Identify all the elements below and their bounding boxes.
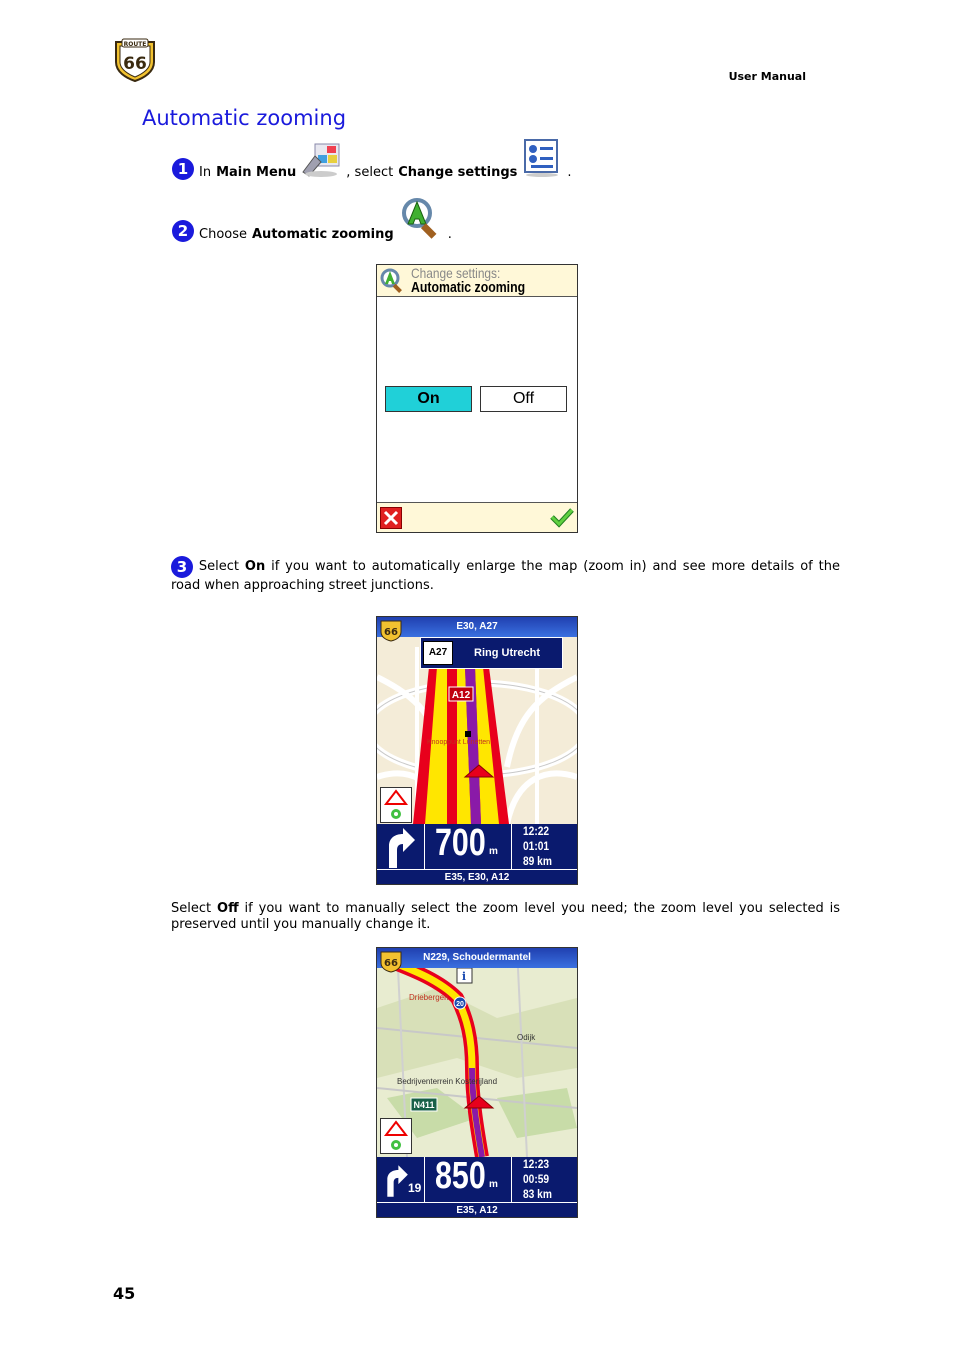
nav-panel — [377, 1157, 577, 1217]
turn-right-arrow-icon — [381, 828, 419, 868]
off-button[interactable]: Off — [480, 386, 567, 412]
remaining-time: 01:01 — [523, 839, 550, 853]
checkmark-icon — [550, 506, 574, 528]
step-2-choose: Choose — [199, 227, 247, 242]
route66-map-icon[interactable] — [379, 618, 403, 642]
step-2 — [172, 200, 452, 244]
step-1-period: . — [567, 165, 572, 180]
svg-text:66: 66 — [123, 54, 147, 74]
on-button[interactable]: On — [385, 386, 472, 412]
step-1-select: , select — [346, 165, 394, 180]
user-manual-label: User Manual — [728, 70, 806, 83]
road-shield-n411: N411 — [413, 1100, 435, 1110]
section-title: Automatic zooming — [142, 106, 347, 130]
road-header: E30, A27 — [377, 617, 577, 637]
turn-number: 19 — [408, 1181, 422, 1195]
route-banner — [420, 637, 563, 669]
route-name: Ring Utrecht — [474, 647, 540, 659]
settings-title-bar — [377, 265, 577, 297]
step-2-number: 2 — [172, 220, 194, 242]
trip-info — [523, 824, 552, 869]
off-select: Select — [171, 901, 212, 916]
navigation-zoom-off-screenshot — [376, 947, 578, 1218]
step-3-rest: if you want to automatically enlarge the map (zoom in) and see more details of the road when approaching street junctions. — [171, 559, 840, 593]
main-menu-icon — [301, 142, 341, 182]
distance-box — [424, 1157, 512, 1202]
road-shield-a12: A12 — [451, 690, 471, 701]
warning-panel[interactable] — [380, 1118, 412, 1154]
confirm-button[interactable] — [550, 506, 574, 528]
distance-box — [424, 824, 512, 869]
cancel-button[interactable] — [380, 507, 402, 529]
step-3-number: 3 — [171, 556, 193, 578]
remaining-distance: 83 km — [523, 1187, 552, 1201]
off-paragraph — [171, 901, 840, 933]
step-3-on: On — [244, 559, 266, 574]
route66-logo — [112, 36, 158, 82]
change-settings-label: Change settings — [398, 165, 518, 180]
auto-zoom-icon — [379, 268, 405, 294]
auto-zoom-icon — [399, 196, 443, 244]
map-place-label-2: Odijk — [517, 1033, 536, 1042]
navigation-zoom-on-screenshot — [376, 616, 578, 885]
nav-panel — [377, 824, 577, 884]
change-settings-icon — [522, 138, 562, 182]
warning-icon — [381, 788, 411, 822]
exit-number: 20 — [456, 1001, 464, 1008]
route-badge: A27 — [423, 641, 453, 665]
step-1-in: In — [199, 165, 212, 180]
off-word: Off — [217, 901, 239, 916]
trip-info — [523, 1157, 552, 1202]
svg-text:66: 66 — [384, 958, 398, 969]
remaining-distance: 89 km — [523, 854, 552, 868]
step-2-period: . — [447, 227, 452, 242]
step-3-select: Select — [198, 559, 239, 574]
off-rest: if you want to manually select the zoom level you need; the zoom level you selected is preserved until you manually change it. — [171, 901, 840, 932]
footer-road: E35, E30, A12 — [377, 869, 577, 885]
footer-road: E35, A12 — [377, 1202, 577, 1218]
distance-unit: m — [489, 1179, 498, 1190]
map-place-label-1: Driebergen — [409, 993, 449, 1002]
step-3-paragraph — [171, 556, 840, 594]
distance-value: 850 — [435, 1155, 486, 1197]
road-header: N229, Schoudermantel — [377, 948, 577, 968]
map-place-label: Knooppunt Lunetten — [427, 739, 491, 746]
svg-text:66: 66 — [384, 627, 398, 638]
distance-unit: m — [489, 846, 498, 857]
warning-icon — [381, 1119, 411, 1153]
close-icon — [381, 508, 401, 528]
settings-screenshot — [376, 264, 578, 533]
route66-map-icon[interactable] — [379, 949, 403, 973]
svg-text:ROUTE: ROUTE — [123, 41, 147, 48]
step-1 — [172, 138, 572, 182]
settings-title-line1: Change settings: — [411, 265, 501, 281]
step-1-number: 1 — [172, 158, 194, 180]
settings-bottom-bar — [377, 502, 577, 532]
auto-zoom-label: Automatic zooming — [252, 227, 394, 242]
settings-title-line2: Automatic zooming — [411, 279, 526, 296]
arrival-time: 12:23 — [523, 1157, 550, 1171]
distance-value: 700 — [435, 822, 486, 864]
page-number: 45 — [113, 1284, 136, 1303]
main-menu-label: Main Menu — [216, 165, 297, 180]
remaining-time: 00:59 — [523, 1172, 550, 1186]
svg-text:i: i — [461, 970, 467, 983]
warning-panel[interactable] — [380, 787, 412, 823]
turn-right-arrow-icon — [381, 1161, 411, 1201]
arrival-time: 12:22 — [523, 824, 550, 838]
map-place-label-3: Bedrijventerrein Kosterijland — [397, 1077, 498, 1086]
